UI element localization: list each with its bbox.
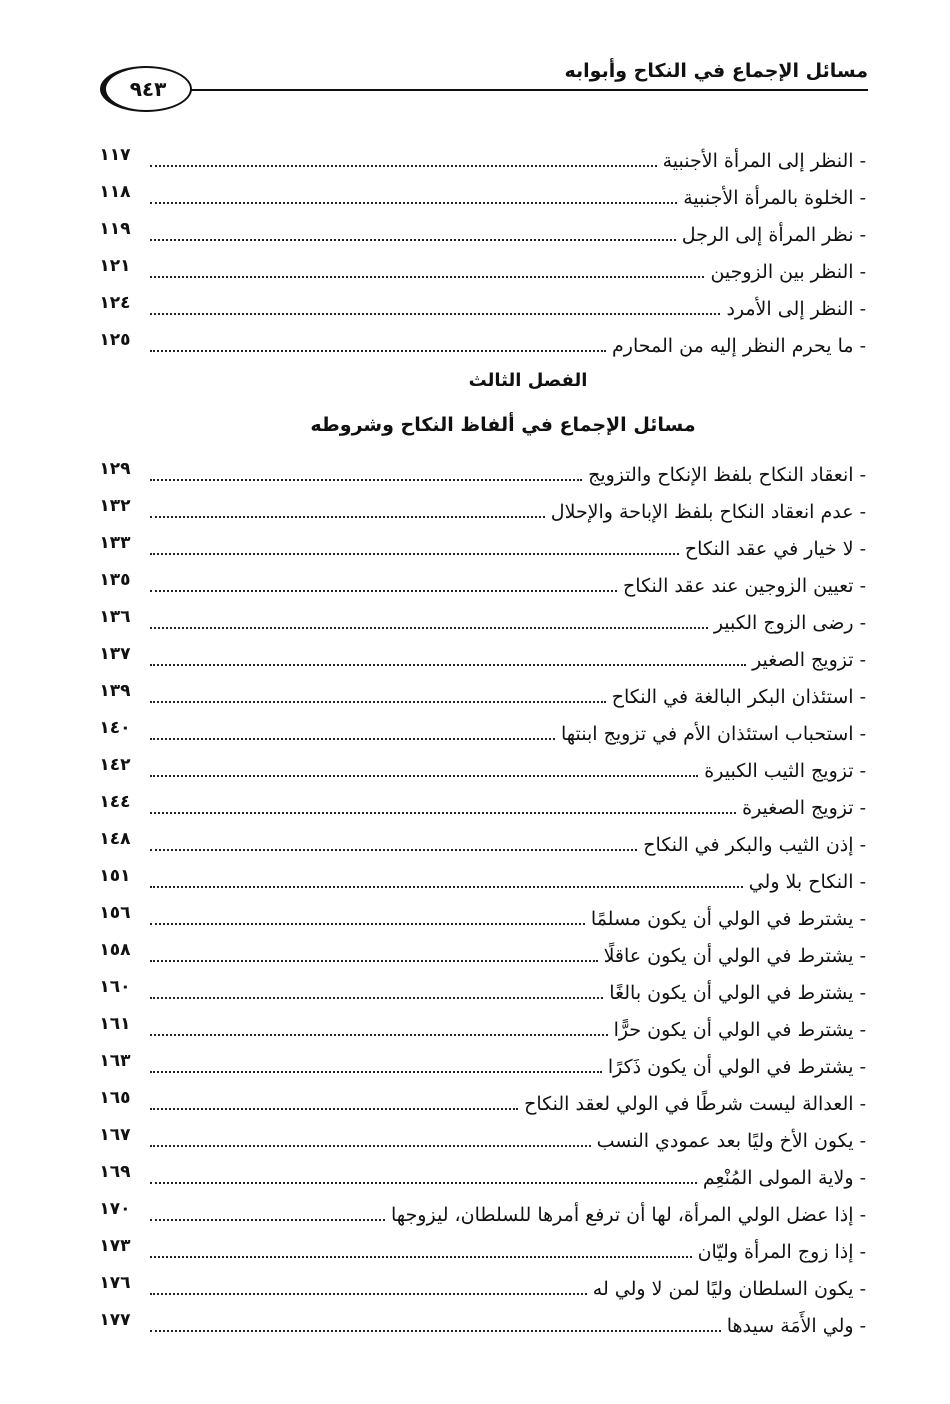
toc-entry-title: - يشترط في الولي أن يكون حرًّا xyxy=(613,1019,866,1041)
toc-entry-title: - إذا زوج المرأة وليّان xyxy=(697,1241,866,1263)
toc-entry-title: - النظر إلى الأمرد xyxy=(726,298,866,320)
page-number-badge xyxy=(100,66,192,112)
toc-entry-page: ١٤٤ xyxy=(99,792,131,812)
toc-entry-page: ١٣٣ xyxy=(99,533,131,553)
dot-leader xyxy=(150,350,606,352)
page-number: ٩٤٣ xyxy=(129,77,167,101)
chapter-subtitle: مسائل الإجماع في ألفاظ النكاح وشروطه xyxy=(310,414,696,436)
toc-entry-title: - يكون السلطان وليًا لمن لا ولي له xyxy=(592,1278,866,1300)
toc-entry-page: ١٧٧ xyxy=(99,1310,131,1330)
toc-entry xyxy=(90,1009,866,1045)
toc-entry-title: - تعيين الزوجين عند عقد النكاح xyxy=(623,575,866,597)
toc-entry xyxy=(90,1305,866,1341)
toc-entry-page: ١٦٩ xyxy=(99,1162,131,1182)
dot-leader xyxy=(150,1293,587,1295)
dot-leader xyxy=(150,997,603,999)
toc-entry-title: - استحباب استئذان الأم في تزويج ابنتها xyxy=(560,723,866,745)
toc-entry-title: - إذا عضل الولي المرأة، لها أن ترفع أمرها للسلطان، ليزوجها xyxy=(391,1204,866,1226)
toc-entry xyxy=(90,713,866,749)
toc-entry-page: ١١٨ xyxy=(99,182,131,202)
toc-entry-title: - لا خيار في عقد النكاح xyxy=(684,538,866,560)
toc-entry xyxy=(90,288,866,324)
toc-entry xyxy=(90,1046,866,1082)
dot-leader xyxy=(150,664,746,666)
toc-entry-title: - تزويج الثيب الكبيرة xyxy=(704,760,866,782)
toc-entry-title: - رضى الزوج الكبير xyxy=(713,612,866,634)
toc-entry-title: - تزويج الصغير xyxy=(752,649,866,671)
dot-leader xyxy=(150,1219,385,1221)
toc-entry-title: - الخلوة بالمرأة الأجنبية xyxy=(683,187,866,209)
toc-entry-page: ١٣٥ xyxy=(99,570,131,590)
dot-leader xyxy=(150,812,736,814)
toc-entry-page: ١٥١ xyxy=(99,866,131,886)
dot-leader xyxy=(150,849,637,851)
dot-leader xyxy=(150,923,585,925)
dot-leader xyxy=(150,738,555,740)
toc-entry-title: - إذن الثيب والبكر في النكاح xyxy=(643,834,866,856)
toc-entry-title: - انعقاد النكاح بلفظ الإنكاح والتزويج xyxy=(588,464,866,486)
toc-entry-title: - ما يحرم النظر إليه من المحارم xyxy=(612,335,866,357)
toc-entry xyxy=(90,177,866,213)
running-header-title: مسائل الإجماع في النكاح وأبوابه xyxy=(564,60,868,82)
dot-leader xyxy=(150,1034,608,1036)
toc-entry xyxy=(90,639,866,675)
toc-entry-page: ١٥٦ xyxy=(99,903,131,923)
dot-leader xyxy=(150,1071,602,1073)
toc-entry-title: - يشترط في الولي أن يكون بالغًا xyxy=(609,982,866,1004)
toc-entry-page: ١٦٧ xyxy=(99,1125,131,1145)
toc-entry-page: ١٣٢ xyxy=(99,496,131,516)
dot-leader xyxy=(150,1145,591,1147)
toc-entry-title: - ولاية المولى المُنْعِم xyxy=(702,1167,866,1189)
toc-entry xyxy=(90,1268,866,1304)
toc-entry xyxy=(90,824,866,860)
dot-leader xyxy=(150,1182,697,1184)
toc-entry xyxy=(90,1194,866,1230)
toc-entry-page: ١٦١ xyxy=(99,1014,131,1034)
toc-entry-title: - يشترط في الولي أن يكون ذَكرًا xyxy=(607,1056,866,1078)
toc-entry xyxy=(90,251,866,287)
toc-entry-title: - ولي الأَمَة سيدها xyxy=(726,1315,866,1337)
toc-entry-title: - تزويج الصغيرة xyxy=(742,797,866,819)
toc-entry-page: ١٢٩ xyxy=(99,459,131,479)
toc-entry xyxy=(90,491,866,527)
dot-leader xyxy=(150,479,582,481)
toc-entry-page: ١٥٨ xyxy=(99,940,131,960)
toc-entry-title: - يشترط في الولي أن يكون عاقلًا xyxy=(603,945,866,967)
toc-entry-page: ١٧٣ xyxy=(99,1236,131,1256)
dot-leader xyxy=(150,627,708,629)
dot-leader xyxy=(150,553,679,555)
toc-entry-page: ١٢١ xyxy=(99,256,131,276)
toc-entry-page: ١٤٨ xyxy=(99,829,131,849)
running-header xyxy=(100,56,868,116)
dot-leader xyxy=(150,1330,721,1332)
toc-entry xyxy=(90,1231,866,1267)
toc-entry-title: - عدم انعقاد النكاح بلفظ الإباحة والإحلال xyxy=(550,501,866,523)
header-rule xyxy=(188,89,868,91)
toc-entry-page: ١١٧ xyxy=(99,145,131,165)
toc-entry-page: ١٦٥ xyxy=(99,1088,131,1108)
toc-entry-page: ١٣٩ xyxy=(99,681,131,701)
toc-entry xyxy=(90,325,866,361)
toc-entry xyxy=(90,898,866,934)
dot-leader xyxy=(150,701,606,703)
toc-entry-page: ١٧٦ xyxy=(99,1273,131,1293)
toc-entry xyxy=(90,528,866,564)
toc-entry xyxy=(90,972,866,1008)
toc-entry-page: ١٣٦ xyxy=(99,607,131,627)
dot-leader xyxy=(150,590,617,592)
toc-entry-page: ١٢٤ xyxy=(99,293,131,313)
dot-leader xyxy=(150,165,657,167)
dot-leader xyxy=(150,775,698,777)
dot-leader xyxy=(150,516,545,518)
toc-entry xyxy=(90,602,866,638)
dot-leader xyxy=(150,1256,692,1258)
toc-entry xyxy=(90,140,866,176)
toc-entry-page: ١٣٧ xyxy=(99,644,131,664)
toc-entry-page: ١٦٣ xyxy=(99,1051,131,1071)
toc-entry xyxy=(90,676,866,712)
toc-entry-page: ١٧٠ xyxy=(99,1199,131,1219)
toc-entry-page: ١٤٠ xyxy=(99,718,131,738)
dot-leader xyxy=(150,239,676,241)
toc-entry-page: ١٤٢ xyxy=(99,755,131,775)
dot-leader xyxy=(150,1108,518,1110)
dot-leader xyxy=(150,202,677,204)
toc-entry xyxy=(90,454,866,490)
chapter-title: الفصل الثالث xyxy=(468,370,588,391)
toc-entry-page: ١٦٠ xyxy=(99,977,131,997)
toc-entry-title: - يشترط في الولي أن يكون مسلمًا xyxy=(590,908,866,930)
toc-entry-title: - العدالة ليست شرطًا في الولي لعقد النكاح xyxy=(524,1093,866,1115)
dot-leader xyxy=(150,313,720,315)
toc-entry xyxy=(90,787,866,823)
toc-entry-title: - النظر بين الزوجين xyxy=(710,261,866,283)
toc-entry xyxy=(90,565,866,601)
toc-entry xyxy=(90,1083,866,1119)
dot-leader xyxy=(150,276,704,278)
toc-entry xyxy=(90,935,866,971)
dot-leader xyxy=(150,886,743,888)
toc-entry-title: - استئذان البكر البالغة في النكاح xyxy=(611,686,866,708)
toc-entry-page: ١١٩ xyxy=(99,219,131,239)
dot-leader xyxy=(150,960,598,962)
toc-entry xyxy=(90,861,866,897)
toc-entry-title: - نظر المرأة إلى الرجل xyxy=(681,224,866,246)
toc-entry-title: - يكون الأخ وليًا بعد عمودي النسب xyxy=(596,1130,866,1152)
toc-entry xyxy=(90,1157,866,1193)
toc-entry xyxy=(90,214,866,250)
toc-entry-title: - النكاح بلا ولي xyxy=(748,871,866,893)
toc-entry xyxy=(90,1120,866,1156)
toc-entry-page: ١٢٥ xyxy=(99,330,131,350)
toc-entry-title: - النظر إلى المرأة الأجنبية xyxy=(662,150,866,172)
toc-entry xyxy=(90,750,866,786)
